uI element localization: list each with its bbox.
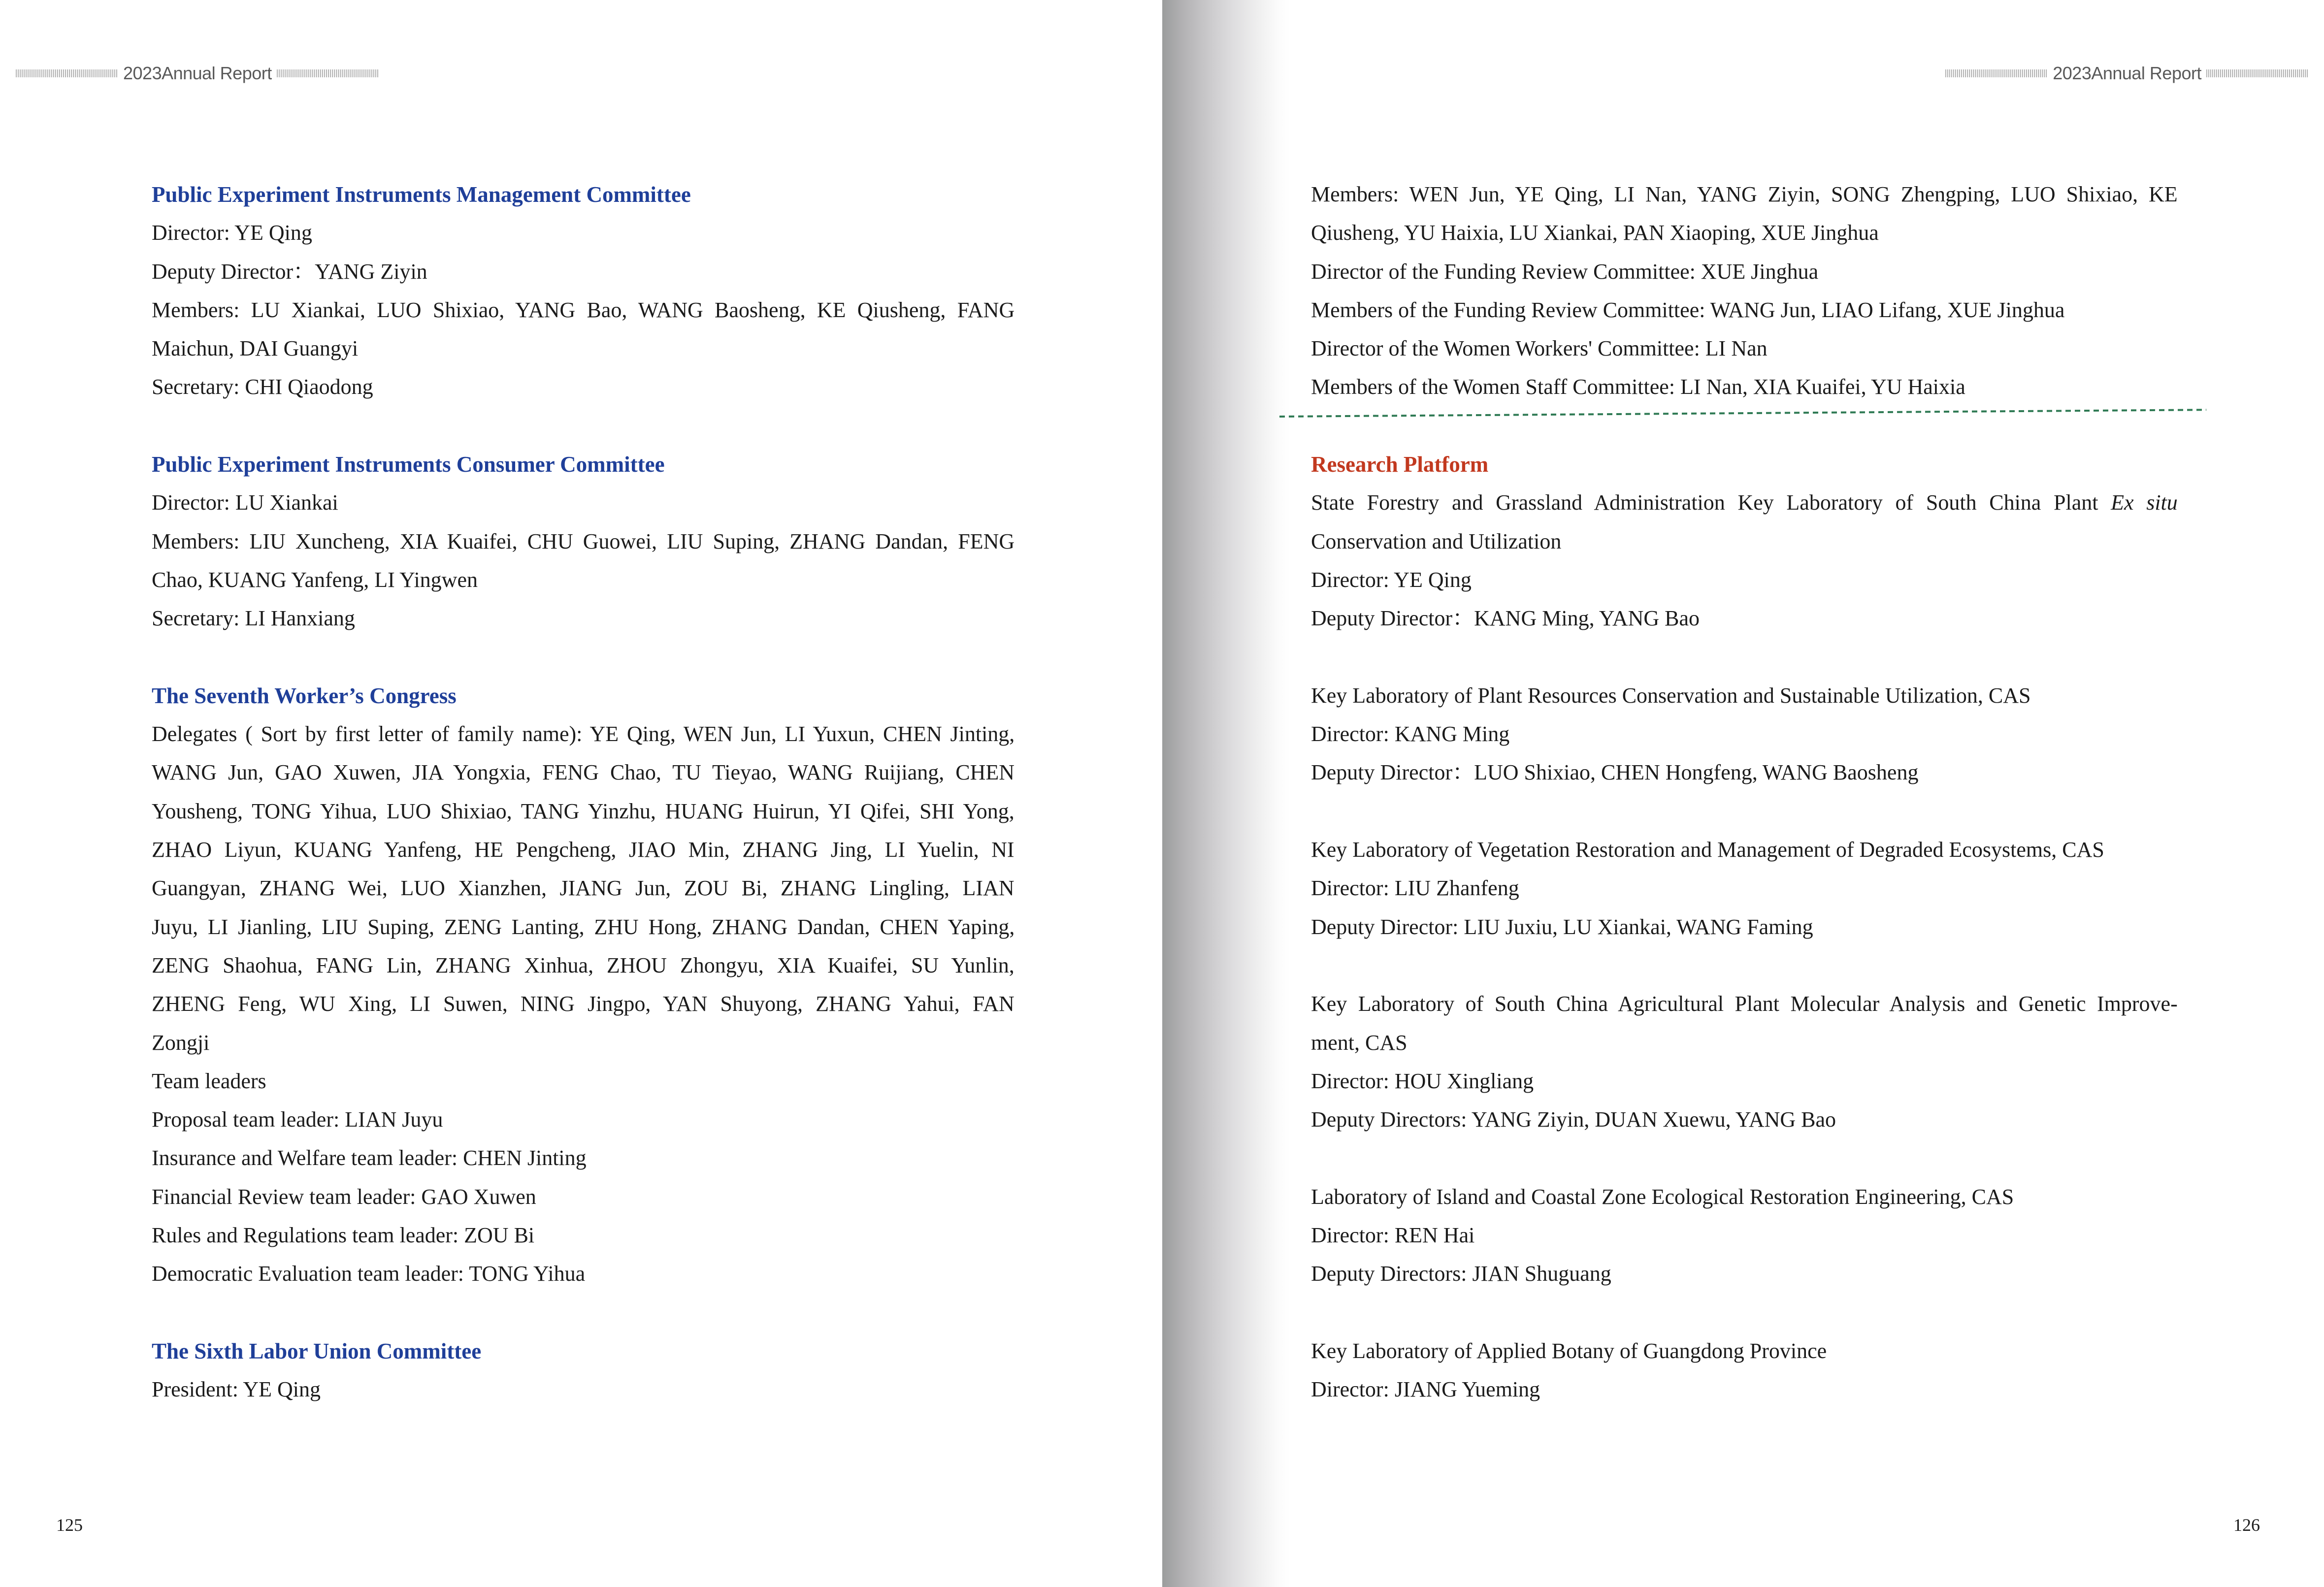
line-text: Maichun, DAI Guangyi: [152, 336, 359, 361]
text-line: [1311, 1024, 2178, 1062]
line-text: Deputy Director：KANG Ming, YANG Bao: [1311, 606, 1700, 631]
text-line: [152, 869, 1015, 907]
section-heading: [152, 175, 1015, 214]
running-head: [1945, 62, 2309, 85]
line-text: Key Laboratory of Applied Botany of Guangdong Province: [1311, 1338, 1827, 1363]
text-line: [152, 368, 1015, 406]
line-text: Juyu, LI Jianling, LIU Suping, ZENG Lanting, ZHU Hong, ZHANG Dandan, CHEN Yaping,: [152, 914, 1015, 939]
text-line: [1311, 1332, 2178, 1370]
blank-line: [1311, 1139, 2178, 1177]
blank-line: [1311, 1294, 2178, 1332]
decorative-hatch-bar: [277, 69, 379, 77]
line-text: Director: KANG Ming: [1311, 722, 1510, 746]
text-line: [1311, 831, 2178, 869]
line-text: ZHENG Feng, WU Xing, LI Suwen, NING Jingpo, YAN Shuyong, ZHANG Yahui, FAN: [152, 992, 1015, 1016]
line-text: Zongji: [152, 1030, 210, 1055]
line-text: Key Laboratory of Vegetation Restoration and Management of Degraded Ecosystems, CAS: [1311, 838, 2104, 862]
text-line: [152, 522, 1015, 561]
line-text: Members of the Funding Review Committee: WANG Jun, LIAO Lifang, XUE Jinghua: [1311, 297, 2065, 322]
text-line: [1311, 214, 2178, 252]
blank-line: [152, 1294, 1015, 1332]
line-text: Deputy Director：LUO Shixiao, CHEN Hongfeng, WANG Baosheng: [1311, 760, 1919, 785]
line-text: The Seventh Worker’s Congress: [152, 683, 457, 708]
text-line: [152, 1062, 1015, 1101]
line-text: Deputy Directors: JIAN Shuguang: [1311, 1262, 1611, 1286]
text-line: [1311, 368, 2178, 406]
text-line: [1311, 1178, 2178, 1216]
line-text: Conservation and Utilization: [1311, 529, 1562, 553]
line-text: WANG Jun, GAO Xuwen, JIA Yongxia, FENG Chao, TU Tieyao, WANG Ruijiang, CHEN: [152, 760, 1015, 785]
blank-line: [1311, 638, 2178, 677]
left-text-column: [152, 175, 1015, 1409]
decorative-hatch-bar: [2206, 69, 2309, 77]
text-line: [152, 792, 1015, 831]
text-line: [1311, 522, 2178, 561]
text-line: [152, 715, 1015, 753]
text-line: [1311, 253, 2178, 291]
text-line: [1311, 561, 2178, 599]
text-line: [1311, 677, 2178, 715]
line-text: Director: LIU Zhanfeng: [1311, 876, 1519, 901]
text-line: [1311, 175, 2178, 214]
line-text: Financial Review team leader: GAO Xuwen: [152, 1184, 536, 1209]
section-heading: [1311, 445, 2178, 484]
text-line: [1311, 869, 2178, 907]
text-line: [1311, 715, 2178, 753]
running-head-title: 2023Annual Report: [2053, 63, 2201, 83]
text-line: [152, 561, 1015, 599]
line-text: Rules and Regulations team leader: ZOU Bi: [152, 1223, 535, 1248]
line-text: Deputy Director: LIU Juxiu, LU Xiankai, WANG Faming: [1311, 914, 1813, 939]
line-text: Director: HOU Xingliang: [1311, 1069, 1534, 1093]
section-heading: [152, 677, 1015, 715]
line-text: Public Experiment Instruments Consumer Committee: [152, 452, 665, 477]
blank-line: [1311, 946, 2178, 985]
line-text: Delegates ( Sort by first letter of family name): YE Qing, WEN Jun, LI Yuxun, CHEN Jinting,: [152, 722, 1015, 746]
right-text-column: [1311, 175, 2178, 1409]
text-line: [1311, 753, 2178, 792]
blank-line: [152, 638, 1015, 677]
line-text: ZENG Shaohua, FANG Lin, ZHANG Xinhua, ZHOU Zhongyu, XIA Kuaifei, SU Yunlin,: [152, 953, 1015, 977]
line-text: Guangyan, ZHANG Wei, LUO Xianzhen, JIANG Jun, ZOU Bi, ZHANG Lingling, LIAN: [152, 876, 1015, 901]
line-text: State Forestry and Grassland Administration Key Laboratory of South China Plant: [1311, 490, 2098, 515]
line-text: Secretary: CHI Qiaodong: [152, 375, 373, 399]
line-text: Yousheng, TONG Yihua, LUO Shixiao, TANG Yinzhu, HUANG Huirun, YI Qifei, SHI Yong,: [152, 799, 1015, 823]
text-line: [152, 753, 1015, 792]
dashed-rule: [1279, 409, 2206, 418]
text-line: [1311, 1101, 2178, 1139]
line-text: Director: YE Qing: [1311, 567, 1472, 592]
running-head-title: 2023Annual Report: [123, 63, 272, 83]
text-line: [1311, 1370, 2178, 1409]
italic-term: Ex situ: [2111, 490, 2178, 515]
line-text: Secretary: LI Hanxiang: [152, 606, 355, 631]
line-text: Key Laboratory of South China Agricultural Plant Molecular Analysis and Genetic Improve-: [1311, 992, 2178, 1016]
line-text: Research Platform: [1311, 452, 1489, 477]
line-text: Chao, KUANG Yanfeng, LI Yingwen: [152, 567, 478, 592]
line-text: The Sixth Labor Union Committee: [152, 1338, 482, 1363]
text-line: [152, 1370, 1015, 1409]
line-text: Deputy Director：YANG Ziyin: [152, 259, 427, 284]
decorative-hatch-bar: [16, 69, 118, 77]
text-line: [152, 908, 1015, 946]
text-line: [152, 214, 1015, 252]
blank-line: [1311, 792, 2178, 831]
line-text: Director: JIANG Yueming: [1311, 1377, 1540, 1402]
line-text: ZHAO Liyun, KUANG Yanfeng, HE Pengcheng, JIAO Min, ZHANG Jing, LI Yuelin, NI: [152, 838, 1015, 862]
text-line: [152, 1216, 1015, 1255]
text-line: [152, 1178, 1015, 1216]
text-line: [152, 1024, 1015, 1062]
text-line: [152, 985, 1015, 1023]
line-text: Director of the Women Workers' Committee: LI Nan: [1311, 336, 1768, 361]
running-head: [16, 62, 379, 85]
text-line: [1311, 291, 2178, 329]
text-line: [1311, 908, 2178, 946]
line-text: Members: LIU Xuncheng, XIA Kuaifei, CHU Guowei, LIU Suping, ZHANG Dandan, FENG: [152, 529, 1015, 553]
line-text: Deputy Directors: YANG Ziyin, DUAN Xuewu, YANG Bao: [1311, 1107, 1836, 1132]
text-line: [1311, 599, 2178, 638]
section-heading: [152, 445, 1015, 484]
text-line: [152, 1101, 1015, 1139]
line-text: Qiusheng, YU Haixia, LU Xiankai, PAN Xiaoping, XUE Jinghua: [1311, 221, 1879, 245]
text-line: [152, 253, 1015, 291]
text-line: [1311, 1062, 2178, 1101]
section-heading: [152, 1332, 1015, 1370]
text-line: [1311, 1255, 2178, 1293]
text-line: [152, 484, 1015, 522]
text-line: [152, 329, 1015, 368]
text-line: [152, 831, 1015, 869]
line-text: ment, CAS: [1311, 1030, 1407, 1055]
line-text: Director of the Funding Review Committee: XUE Jinghua: [1311, 259, 1819, 284]
text-line: [152, 599, 1015, 638]
text-line: [152, 1255, 1015, 1293]
line-text: Public Experiment Instruments Management Committee: [152, 182, 691, 207]
page-number: 126: [2233, 1515, 2260, 1535]
text-line: [1311, 985, 2178, 1023]
line-text: Director: REN Hai: [1311, 1223, 1475, 1248]
line-text: Insurance and Welfare team leader: CHEN Jinting: [152, 1146, 587, 1170]
line-text: Director: YE Qing: [152, 221, 312, 245]
text-line: [152, 1139, 1015, 1177]
text-line: [152, 946, 1015, 985]
right-page: [1162, 0, 2324, 1587]
line-text: President: YE Qing: [152, 1377, 321, 1402]
text-line: [152, 291, 1015, 329]
text-line: [1311, 484, 2178, 522]
page-number: 125: [56, 1515, 83, 1535]
line-text: Key Laboratory of Plant Resources Conservation and Sustainable Utilization, CAS: [1311, 683, 2031, 708]
section-divider: [1311, 407, 2178, 445]
gutter-shadow: [1162, 0, 1290, 1587]
decorative-hatch-bar: [1945, 69, 2048, 77]
line-text: Team leaders: [152, 1069, 266, 1093]
line-text: Members: WEN Jun, YE Qing, LI Nan, YANG Ziyin, SONG Zhengping, LUO Shixiao, KE: [1311, 182, 2178, 206]
text-line: [1311, 329, 2178, 368]
line-text: Director: LU Xiankai: [152, 490, 338, 515]
line-text: Members: LU Xiankai, LUO Shixiao, YANG Bao, WANG Baosheng, KE Qiusheng, FANG: [152, 297, 1015, 322]
blank-line: [152, 407, 1015, 445]
line-text: Proposal team leader: LIAN Juyu: [152, 1107, 443, 1132]
line-text: Members of the Women Staff Committee: LI Nan, XIA Kuaifei, YU Haixia: [1311, 375, 1965, 399]
line-text: Laboratory of Island and Coastal Zone Ecological Restoration Engineering, CAS: [1311, 1184, 2014, 1209]
text-line: [1311, 1216, 2178, 1255]
line-text: Democratic Evaluation team leader: TONG Yihua: [152, 1262, 586, 1286]
